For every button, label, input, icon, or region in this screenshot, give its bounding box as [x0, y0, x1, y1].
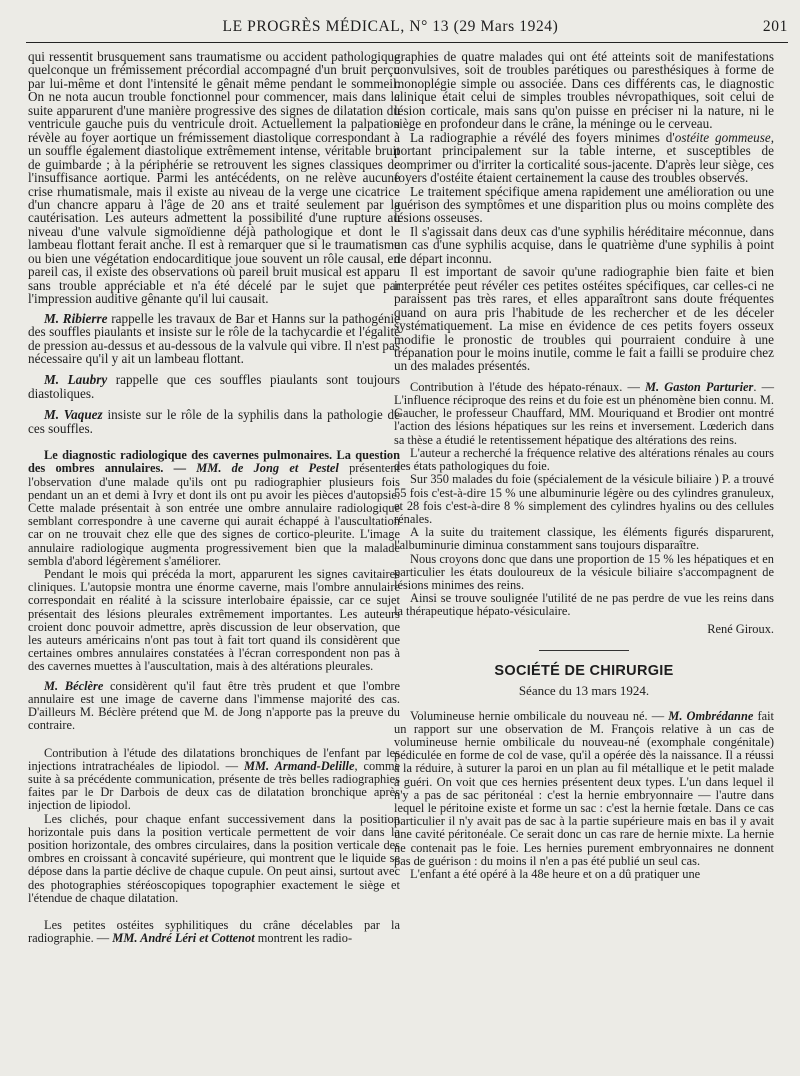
left-column	[28, 50, 400, 953]
communication-authors: MM. de Jong et Pestel	[196, 461, 339, 476]
paragraph: Nous croyons donc que dans une proportion de 15 % les hépatiques et en particulier les états douloureux de la vésicule biliaire s'accompagnent de lésions minimes des reins.	[394, 551, 774, 592]
communication-heading: Les petites ostéites syphilitiques du crâne décelables par la radiographie. —	[28, 917, 400, 946]
paragraph: Il est important de savoir qu'une radiographie bien faite et bien interprétée peut révéler ces petites ostéites spécifiques, car celles-ci ne paraissent pas très rares, et elles apparaîtront sans doute fréquentes quand on aura pris l'habitude de les rechercher et de les déceler systématiquement. La mise en évidence de ces petits foyers osseux modifie le pronostic de troubles qui pourraient conduire à une trépanation pour le moins inutile, comme le fait a failli se produire chez un des malades présentés.	[394, 264, 774, 374]
signature: René Giroux.	[707, 621, 774, 636]
paragraph: Il s'agissait dans deux cas d'une syphilis héréditaire méconnue, dans un cas d'une syphilis acquise, dans le quatrième d'une syphilis à point de départ inconnu.	[394, 223, 774, 266]
communication-paragraph: Contribution à l'étude des dilatations bronchiques de l'enfant par les injections intratrachéales de lipiodol. — MM. Armand-Delille, comme suite à sa précédente communication, présente de très belles radiographies faites par le Dr Darbois de deux cas de dilatation bronchique après injection de lipiodol.	[28, 745, 401, 813]
speaker-name: M. Ribierre	[44, 310, 108, 326]
right-column	[394, 50, 774, 889]
communication-authors: M. Ombrédanne	[668, 708, 754, 723]
paragraph: M. Vaquez insiste sur le rôle de la syphilis dans la pathologie de ces souffles.	[28, 407, 400, 436]
communication-heading: Volumineuse hernie ombilicale du nouveau né. —	[410, 708, 669, 723]
page-number: 201	[762, 18, 788, 35]
communication-paragraph: Contribution à l'étude des hépato-rénaux. — M. Gaston Parturier. — L'influence réciproque des reins et du foie est un phénomène bien connu. M. Gaucher, le professeur Chauffard, MM. Mouriquand et Brodier ont montré l'action des lésions hépatiques sur les reins et inversement. Lœderich dans sa thèse a étudié le retentissement hépatique des altérations des reins.	[394, 379, 775, 447]
header-rule	[26, 42, 788, 43]
paragraph: Ainsi se trouve soulignée l'utilité de ne pas perdre de vue les reins dans la thérapeutique hépato-vésiculaire.	[394, 591, 774, 619]
speaker-name: M. Béclère	[44, 678, 104, 693]
communication-paragraph: Les petites ostéites syphilitiques du crâne décelables par la radiographie. — MM. André Léri et Cottenot montrent les radio-	[28, 917, 400, 946]
communication-heading: Contribution à l'étude des dilatations bronchiques de l'enfant par les injections intratrachéales de lipiodol. —	[28, 745, 400, 773]
paragraph: A la suite du traitement classique, les éléments figurés disparurent, l'albuminurie diminua constamment sans toujours disparaître.	[394, 525, 774, 553]
speaker-name: M. Laubry	[44, 372, 108, 388]
communication-paragraph: Volumineuse hernie ombilicale du nouveau né. — M. Ombrédanne fait un rapport sur une observation de M. François relative à un cas de volumineuse hernie ombilicale du nouveau-né (exomphale congénitale) pédiculée en forme de col de vase, qu'il a opérée dès la naissance. Il a réussi à la réduire, à suturer la paroi en un plan au fil métallique et le petit malade a guéri. On voit que ces hernies présentent deux types. L'un dans lequel il n'y a pas de sac péritonéal : c'est la hernie embryonnaire — l'autre dans lequel le péritoine existe et forme un sac : c'est la hernie fœtale. Dans ce cas particulier il n'y avait pas de sac à la partie supérieure mais en bas il y avait une cavité péritonéale. Ce serait donc un cas rare de hernie mixte. La hernie ne contenait pas le foie. Les hernies purement embryonnaires ne donnent pas de guérison : du moins il n'en a pas été publié un seul cas.	[394, 708, 774, 868]
journal-title: LE PROGRÈS MÉDICAL, N° 13 (29 Mars 1924)	[222, 18, 559, 35]
speaker-name: M. Vaquez	[44, 407, 103, 423]
communication-heading: Contribution à l'étude des hépato-rénaux. —	[410, 379, 645, 394]
paragraph: La radiographie a révélé des foyers minimes d'ostéite gommeuse, portant principalement sur la table interne, et susceptibles de comprimer ou d'irriter la corticalité sous-jacente. D'après leur siège, ces foyers d'ostéite étaient certainement la cause des troubles observés.	[394, 129, 774, 186]
paragraph: Le traitement spécifique amena rapidement une amélioration ou une guérison des symptômes et une disparition plus ou moins complète des lésions osseuses.	[394, 183, 774, 226]
communication-authors: MM. Armand-Delille	[243, 758, 355, 773]
section-divider	[539, 650, 629, 651]
communication-authors: MM. André Léri et Cottenot	[112, 931, 255, 946]
paragraph: qui ressentit brusquement sans traumatisme ou accident pathologique quelconque un frémissement précordial accompagné d'un bruit perçu par lui-même et dont l'intensité le gênait même pendant le sommeil. On ne nota aucun trouble fonctionnel pour commencer, mais dans la suite apparurent d'une manière progressive des signes de dilatation du ventricule gauche puis du ventricule droit. Actuellement la palpation révèle au foyer aortique un frémissement diastolique correspondant à un souffle également diastolique extrêmement intense, véritable bruit de guimbarde ; à la périphérie se retrouvent les signes classiques de l'insuffisance aortique. Parmi les antécédents, on ne relève aucune crise rhumatismale, mais il existe au niveau de la verge une cicatrice d'un chancre apparu à l'âge de 20 ans et traité seulement par la cautérisation. Les auteurs admettent la possibilité d'une rupture au niveau d'une valvule sigmoïdienne déjà pathologique et dont le lambeau flottant ferait anche. Il est à remarquer que si le traumatisme ou bien une végétation endocarditique joue souvent un rôle causal, en pareil cas, il existe des observations où pareil bruit musical est apparu sans trouble appréciable et n'a été décelé par le sujet que par l'impression auditive gênante qu'il lui causait.	[28, 49, 400, 307]
section-title: SOCIÉTÉ DE CHIRURGIE	[494, 662, 674, 679]
paragraph: M. Béclère considèrent qu'il faut être très prudent et que l'ombre annulaire est une image de caverne dans l'immense majorité des cas. D'ailleurs M. Béclère prétend que M. de Jong n'apporte pas la preuve du contraire.	[28, 678, 400, 733]
paragraph: Sur 350 malades du foie (spécialement de la vésicule biliaire ) P. a trouvé 55 fois c'est-à-dire 15 % une albuminurie légère ou des cylindres granuleux, et 28 fois c'est-à-dire 8 % simplement des cylindres hyalins ou des cellules rénales.	[394, 472, 774, 526]
paragraph: M. Laubry rappelle que ces souffles piaulants sont toujours diastoliques.	[28, 372, 400, 401]
paragraph: M. Ribierre rappelle les travaux de Bar et Hanns sur la pathogénie des souffles piaulants et insiste sur le rôle de la tachycardie et l'égalité de pression au-dessus et au-dessous de la valvule qui vibre. Il n'est pas nécessaire qu'il y ait un lambeau flottant.	[28, 310, 400, 366]
session-date: Séance du 13 mars 1924.	[518, 683, 650, 699]
communication-heading: Le diagnostic radiologique des cavernes pulmonaires. La question des ombres annulaires. —	[28, 448, 400, 476]
communication-authors: M. Gaston Parturier	[645, 379, 754, 394]
paragraph: graphies de quatre malades qui ont été atteints soit de manifestations convulsives, soit de troubles parétiques ou paresthésiques à forme de monoplégie simple ou associée. Dans ces différents cas, le diagnostic clinique était celui de simples troubles névropathiques, soit celui de lésion corticale, mais sans qu'on puisse en préciser ni la nature, ni le siège en profondeur dans le crâne, la méninge ou le cerveau.	[394, 49, 774, 132]
paragraph: Les clichés, pour chaque enfant successivement dans la position horizontale puis dans la position verticale permettent de voir dans la position horizontale, des ombres circulaires, dans la position verticale des ombres en croissant à concavité supérieure, qui montrent que le liquide se dépose dans la partie déclive de chaque cupule. On peut ainsi, surtout avec des photographies stéréoscopiques topographier exactement le siège et l'étendue de chaque dilatation.	[28, 811, 400, 905]
paragraph: Pendant le mois qui précéda la mort, apparurent les signes cavitaires cliniques. L'autopsie montra une énorme caverne, mais l'ombre annulaire correspondait en réalité à la scissure interlobaire épaissie, car ce sujet présentait des lésions pleurales extrêmement importantes. Les auteurs croient donc pouvoir admettre, après discussion de leur observation, que les auteurs américains n'ont pas tout à fait tort quand ils considèrent que certaines ombres annulaires constatées à l'écran correspondent non pas à des cavernes muettes à l'auscultation, mais à des altérations pleurales.	[28, 567, 400, 674]
page-header	[8, 18, 788, 40]
paragraph: L'auteur a recherché la fréquence relative des altérations rénales au cours des états pathologiques du foie.	[394, 445, 774, 474]
paragraph: L'enfant a été opéré à la 48e heure et on a dû pratiquer une	[410, 867, 701, 882]
communication-paragraph: Le diagnostic radiologique des cavernes pulmonaires. La question des ombres annulaires. — MM. de Jong et Pestel présentent l'observation d'une malade qu'ils ont pu radiographier plusieurs fois pendant un an et demi à Ivry et dont ils ont pu avoir les pièces d'autopsie. Cette malade présentait à son entrée une ombre annulaire radiologique semblant correspondre à une caverne qui aurait échappé à l'auscultation car on ne trouvait chez elle que des signes de cortico-pleurite. L'image annulaire radiologique augmenta progressivement bien que la malade sembla d'abord légèrement s'améliorer.	[28, 448, 400, 568]
